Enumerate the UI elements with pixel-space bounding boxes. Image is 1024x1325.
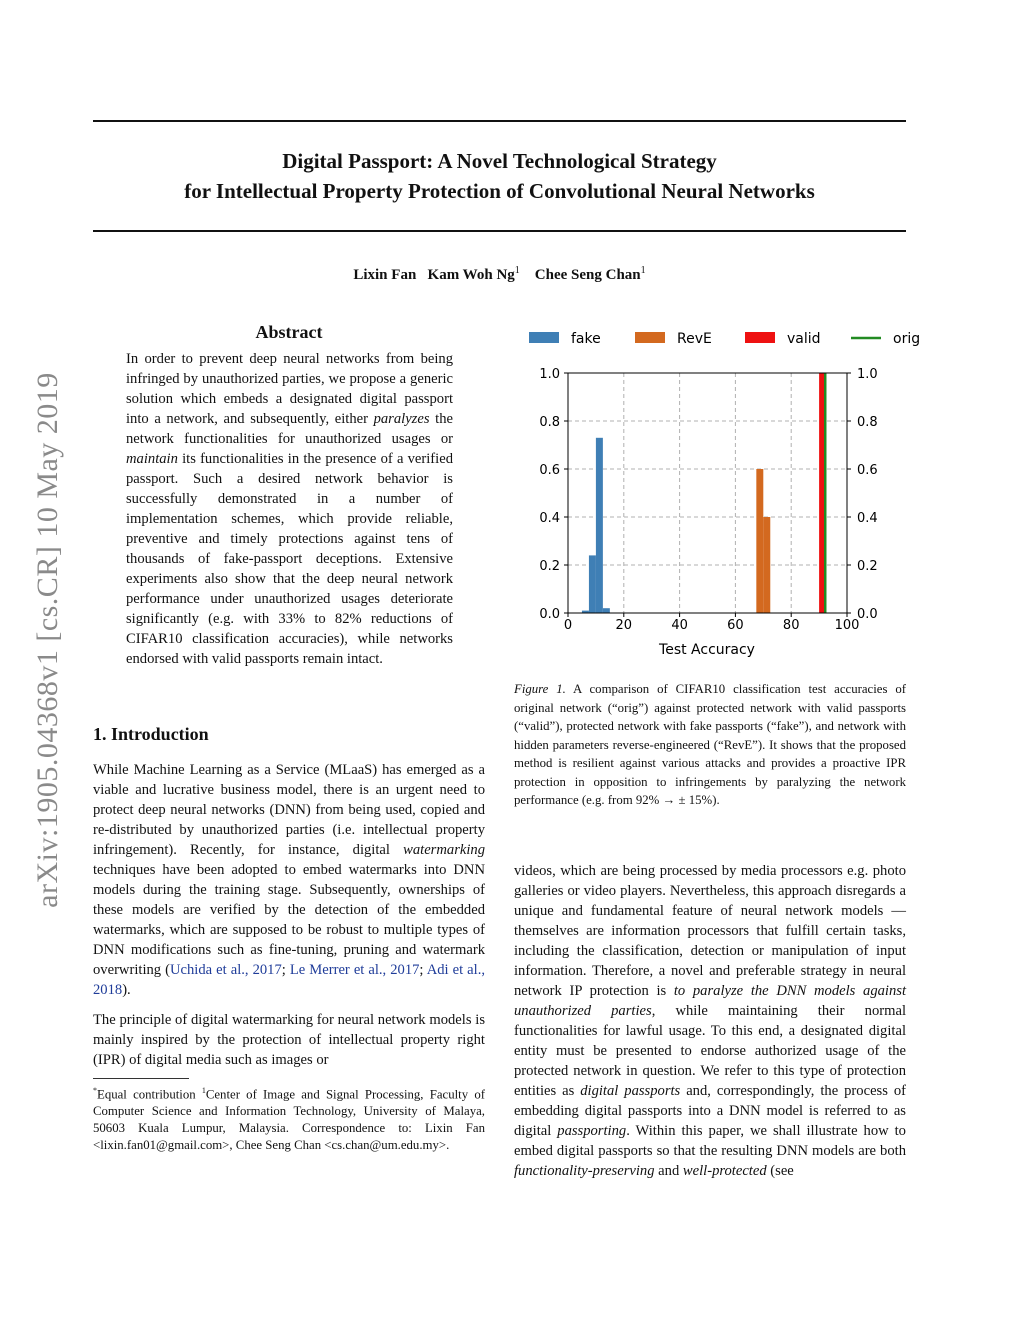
body-emphasis: to paralyze the DNN models against unauthorized parties [514, 983, 906, 1019]
abstract-heading: Abstract [255, 322, 323, 342]
x-tick-label: 20 [615, 618, 633, 633]
chart-bars [582, 373, 826, 613]
y-tick-label-left: 0.2 [539, 559, 560, 574]
y-tick-label-right: 0.2 [857, 559, 878, 574]
bar-fake [603, 608, 610, 613]
citation-separator: ; [419, 962, 427, 978]
intro-paragraph-2: The principle of digital watermarking for neural network models is mainly inspired by the protection of intellectual property right (IPR) of digital media such as images or [93, 1012, 485, 1068]
section-heading-introduction: 1. Introduction [93, 724, 209, 744]
body-text: , while maintaining their normal functionalities for lawful usage. To this end, a designated digital entity must be presented to endorse authorized usage of the protected network in question. We refer to this type of protection entities as [514, 1003, 906, 1099]
footnote-text: Equal contribution [97, 1087, 202, 1102]
figure-1-chart [515, 318, 935, 668]
arxiv-stamp: arXiv:1905.04368v1 [cs.CR] 10 May 2019 [31, 372, 64, 908]
author-2-affiliation: 1 [514, 265, 520, 276]
caption-text: A comparison of CIFAR10 classification test accuracies of original network (“orig”) against protected network with valid passports (“valid”), protected network with fake passports (“fake”), and network with hidden parameters reverse-engineered (“RevE”). It shows that the proposed method is resilient against various attacks and provides a proactive IPR protection in opposition to infringements by paralyzing the network performance (e.g. from 92% → ± 15%). [514, 682, 907, 807]
author-3-affiliation: 1 [640, 265, 646, 276]
legend-swatch-fake [529, 332, 559, 343]
legend-label-fake: fake [571, 331, 601, 347]
y-tick-label-right: 0.6 [857, 463, 878, 478]
citation-link[interactable]: Adi et al., 2018 [93, 962, 486, 998]
body-text: and, correspondingly, the process of embedding digital passports into a DNN model is referred to as digital [514, 1083, 907, 1139]
footnote-rule [93, 1078, 189, 1079]
citation-link[interactable]: Uchida et al., 2017 [169, 962, 282, 978]
x-tick-label: 100 [834, 618, 860, 633]
intro-text: ). [122, 982, 131, 998]
y-tick-label-left: 0.8 [539, 415, 560, 430]
body-emphasis: passporting [557, 1123, 627, 1139]
abstract-text: In order to prevent deep neural networks from being infringed by unauthorized parties, we propose a generic solution which embeds a designated digital passport into a network, and subsequently, either [126, 351, 453, 427]
x-axis-label: Test Accuracy [659, 642, 755, 658]
abstract-text: its functionalities in the presence of a verified passport. Such a desired network behavior is successfully demonstrated in a number of implementation schemes, which provide reliable, preventive and timely protections against tens of thousands of fake-passport deceptions. Extensive experiments also show that the deep neural network performance under unauthorized usages deteriorate significantly (e.g. with 33% to 82% reductions of CIFAR10 classification accuracies), while networks endorsed with valid passports remain intact. [126, 451, 453, 667]
x-tick-label: 60 [727, 618, 744, 633]
y-tick-label-right: 0.4 [857, 511, 878, 526]
footnote [93, 1082, 485, 1154]
footnote-marker: * [93, 1086, 97, 1095]
bar-fake [596, 438, 603, 613]
body-text: videos, which are being processed by media processors e.g. photo galleries or video players. Nevertheless, this approach disregards a unique and fundamental feature of neural network models — themselves are information processors that fulfill certain tasks, including the classification, detection or manipulation of input information. Therefore, a novel and preferable strategy in neural network IP protection is [514, 863, 906, 999]
abstract-text: the network functionalities for unauthorized usages or [126, 411, 453, 447]
legend-swatch-valid [745, 332, 775, 343]
title-line-1: Digital Passport: A Novel Technological Strategy [282, 149, 717, 173]
chart-legend [529, 331, 920, 347]
body-text: and [654, 1163, 683, 1179]
plot-frame [568, 373, 847, 613]
bar-fake [589, 555, 596, 613]
intro-emphasis: watermarking [403, 842, 485, 858]
y-tick-label-left: 0.4 [539, 511, 560, 526]
citation-link[interactable]: Le Merrer et al., 2017 [289, 962, 420, 978]
y-tick-label-left: 1.0 [539, 367, 560, 382]
author-2: Kam Woh Ng [427, 267, 515, 283]
x-tick-label: 80 [782, 618, 800, 633]
y-tick-label-left: 0.6 [539, 463, 560, 478]
paper-title [93, 146, 906, 206]
bar-reve [763, 517, 770, 613]
citation-separator: ; [281, 962, 290, 978]
body-emphasis: digital passports [580, 1083, 681, 1099]
y-tick-label-left: 0.0 [539, 607, 560, 622]
footnote-text: Center of Image and Signal Processing, Faculty of Computer Science and Information Technology, University of Malaya, 50603 Kuala Lumpur, Malaysia. Correspondence to: Lixin Fan <lixin.fan01@gmail.com>, Chee Seng Chan <cs.chan@um.edu.my>. [93, 1087, 485, 1153]
body-emphasis: functionality-preserving [514, 1163, 655, 1179]
y-tick-label-right: 1.0 [857, 367, 878, 382]
intro-text: techniques have been adopted to embed watermarks into DNN models during the training stage. Subsequently, ownerships of these models are verified by the detection of the embedded watermarks, which are supposed to be robust to multiple types of DNN modifications such as fine-tuning, pruning and watermark overwriting ( [93, 862, 485, 978]
author-3: Chee Seng Chan [534, 267, 641, 283]
x-tick-label: 40 [671, 618, 688, 633]
title-top-rule [93, 120, 906, 122]
title-bottom-rule [93, 230, 906, 232]
legend-swatch-reve [635, 332, 665, 343]
author-list [93, 265, 906, 284]
title-line-2: for Intellectual Property Protection of Convolutional Neural Networks [184, 179, 815, 203]
right-column-paragraph [514, 861, 906, 1181]
intro-paragraph-1 [93, 760, 485, 1000]
legend-label-valid: valid [787, 331, 821, 347]
caption-label: Figure 1. [514, 682, 566, 696]
intro-text: While Machine Learning as a Service (MLaaS) has emerged as a viable and lucrative business model, there is an urgent need to protect deep neural networks (DNN) from being used, copied and re-distributed by unauthorized parties (i.e. intellectual property infringement). Recently, for instance, digital [93, 762, 485, 858]
legend-label-orig: orig [893, 331, 921, 347]
bar-reve [756, 469, 763, 613]
body-text: (see [766, 1163, 794, 1179]
body-text: . Within this paper, we shall illustrate how to embed digital passports so that the resulting DNN models are both [514, 1123, 906, 1159]
abstract-body [126, 349, 453, 669]
figure-caption [514, 680, 906, 810]
footnote-marker: 1 [201, 1086, 206, 1095]
x-tick-label: 0 [563, 618, 573, 633]
body-emphasis: well-protected [682, 1163, 767, 1179]
legend-label-reve: RevE [677, 331, 712, 347]
y-tick-label-right: 0.8 [857, 415, 878, 430]
chart-grid [568, 373, 847, 613]
author-1: Lixin Fan [353, 267, 417, 283]
abstract-emphasis: maintain [126, 451, 178, 467]
abstract-emphasis: paralyzes [373, 411, 430, 427]
y-tick-label-right: 0.0 [857, 607, 878, 622]
